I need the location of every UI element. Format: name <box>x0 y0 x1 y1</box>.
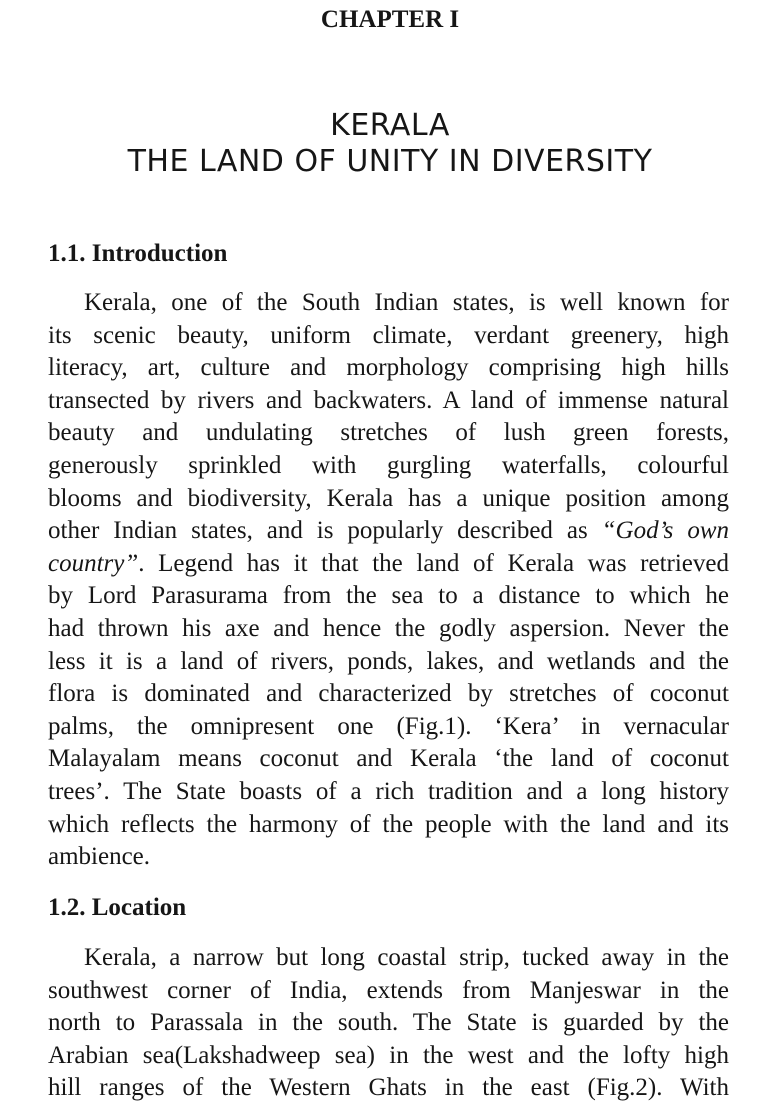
italic-text: “God’s own <box>601 517 729 545</box>
chapter-title-line-2: THE LAND OF UNITY IN DIVERSITY <box>127 144 653 179</box>
text-line <box>48 580 729 613</box>
text-span: north to Parassala in the south. The State is guarded by the <box>48 1009 729 1037</box>
text-span: Malayalam means coconut and Kerala ‘the land of coconut <box>48 745 729 773</box>
chapter-title-line-1: KERALA <box>330 108 450 143</box>
text-line <box>48 975 729 1008</box>
text-span: . Legend has it that the land of Kerala was retrieved <box>138 549 729 577</box>
text-line <box>48 678 729 711</box>
italic-text: country” <box>48 549 139 577</box>
text-line <box>48 515 729 548</box>
text-span: literacy, art, culture and morphology comprising high hills <box>48 354 729 382</box>
text-line <box>48 320 729 353</box>
text-span: transected by rivers and backwaters. A land of immense natural <box>48 386 729 414</box>
text-line <box>48 809 729 842</box>
text-line <box>48 450 729 483</box>
text-span: trees’. The State boasts of a rich tradition and a long history <box>48 777 729 805</box>
text-line <box>48 385 729 418</box>
chapter-label: CHAPTER I <box>320 6 460 33</box>
text-line <box>48 548 729 581</box>
text-span: flora is dominated and characterized by stretches of coconut <box>48 680 729 708</box>
text-line <box>48 287 729 320</box>
section-heading-introduction: 1.1. Introduction <box>48 240 228 267</box>
text-span: ambience. <box>48 843 151 871</box>
text-span: its scenic beauty, uniform climate, verdant greenery, high <box>48 321 729 349</box>
text-span: Arabian sea(Lakshadweep sea) in the west and the lofty high <box>48 1041 729 1069</box>
text-span: less it is a land of rivers, ponds, lakes, and wetlands and the <box>48 647 729 675</box>
text-line <box>48 1007 729 1040</box>
text-line <box>48 613 729 646</box>
text-span: blooms and biodiversity, Kerala has a unique position among <box>48 484 729 512</box>
text-span: other Indian states, and is popularly described as <box>48 517 602 545</box>
text-line <box>48 841 729 874</box>
text-span: southwest corner of India, extends from Manjeswar in the <box>48 976 729 1004</box>
text-line <box>48 352 729 385</box>
text-span: beauty and undulating stretches of lush green forests, <box>48 419 729 447</box>
section-heading-location: 1.2. Location <box>48 894 187 921</box>
text-span: generously sprinkled with gurgling waterfalls, colourful <box>48 451 729 479</box>
text-line <box>48 1040 729 1073</box>
paragraph-location <box>48 942 729 1105</box>
text-line <box>48 776 729 809</box>
text-span: Kerala, a narrow but long coastal strip, tucked away in the <box>84 944 729 971</box>
text-span: Kerala, one of the South Indian states, is well known for <box>84 289 729 316</box>
text-span: had thrown his axe and hence the godly aspersion. Never the <box>48 614 729 642</box>
text-line <box>48 1072 729 1105</box>
text-line <box>48 942 729 975</box>
text-line <box>48 743 729 776</box>
text-span: palms, the omnipresent one (Fig.1). ‘Kera’ in vernacular <box>48 712 729 740</box>
text-span: which reflects the harmony of the people with the land and its <box>48 810 729 838</box>
text-line <box>48 417 729 450</box>
text-line <box>48 483 729 516</box>
text-line <box>48 711 729 744</box>
paragraph-introduction <box>48 287 729 874</box>
text-span: by Lord Parasurama from the sea to a distance to which he <box>48 582 729 610</box>
text-line <box>48 646 729 679</box>
text-span: hill ranges of the Western Ghats in the east (Fig.2). With <box>48 1074 729 1102</box>
